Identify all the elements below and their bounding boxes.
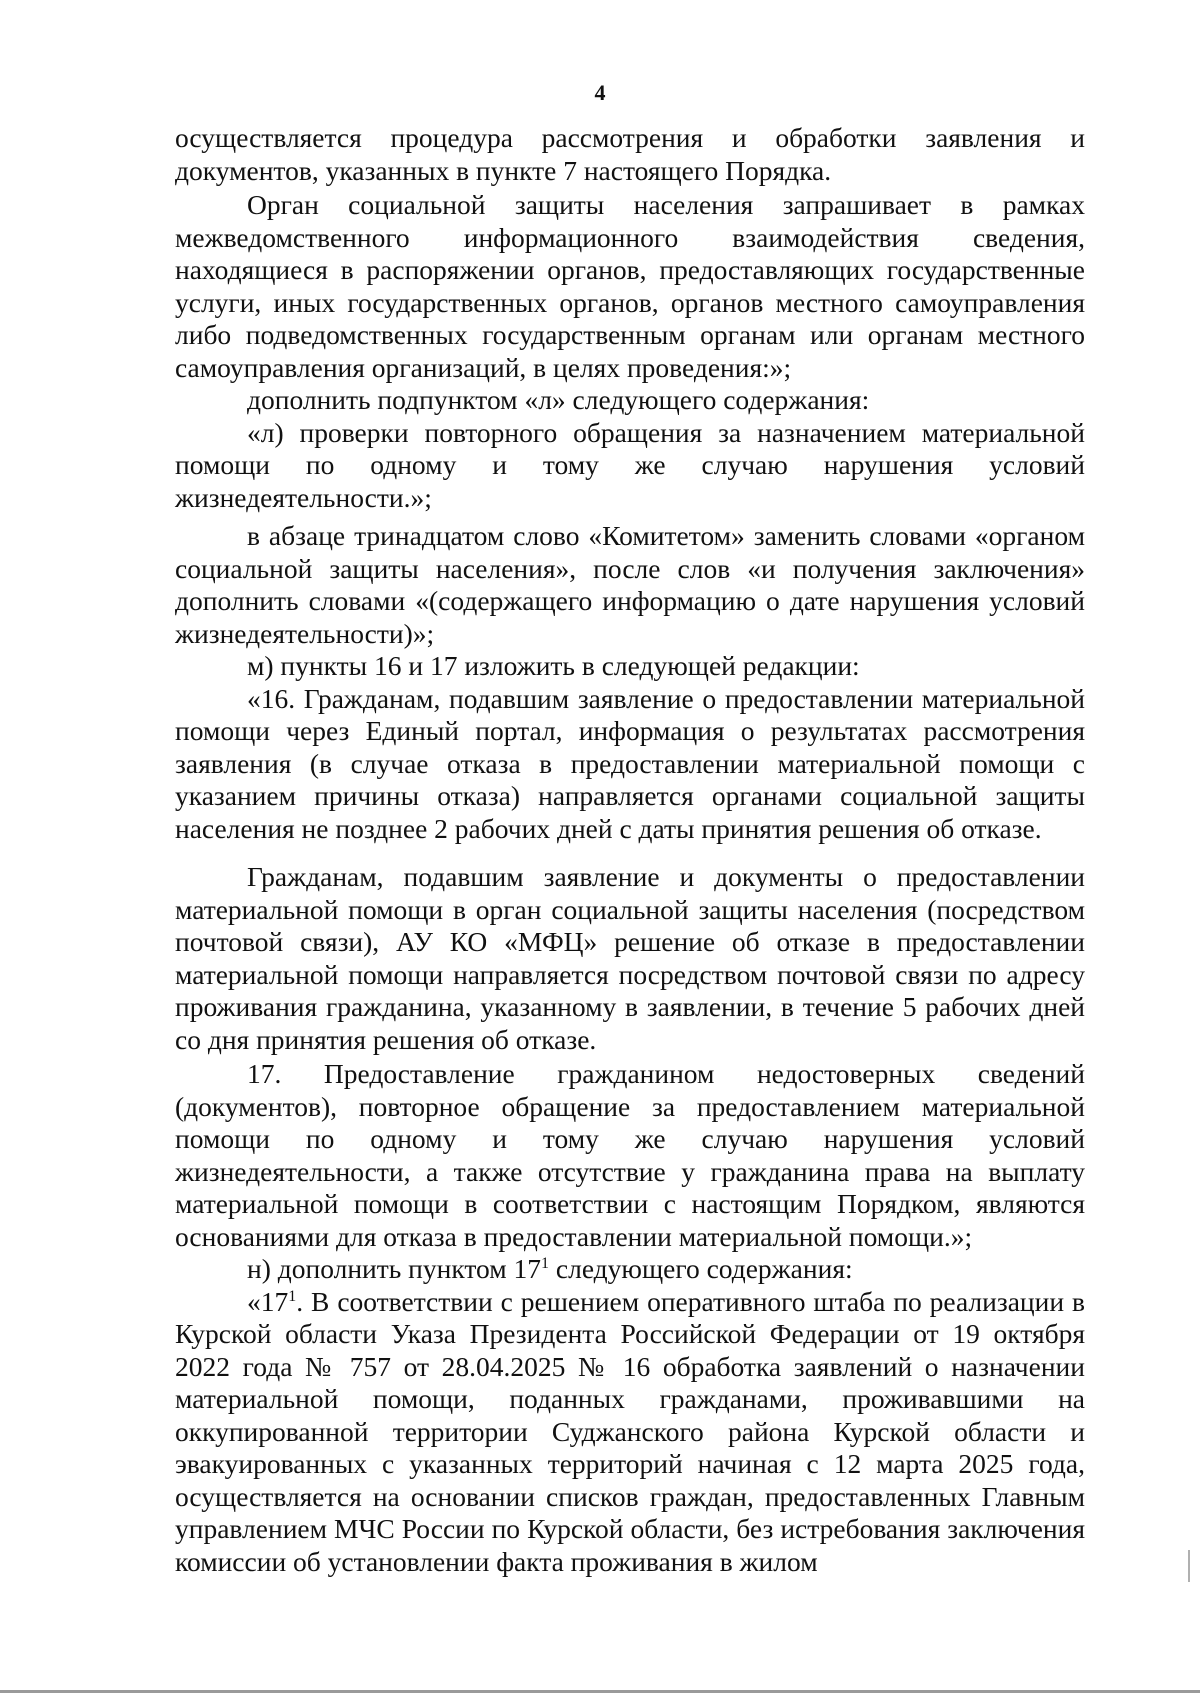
paragraph-item-n bbox=[175, 1253, 1085, 1286]
item-n-text: н) дополнить пунктом 17 bbox=[247, 1253, 542, 1284]
paragraph-add-subitem-l: дополнить подпунктом «л» следующего содержания: bbox=[247, 384, 870, 415]
paragraph-point-16-postal: Гражданам, подавшим заявление и документы о предоставлении материальной помощи в орган социальной защиты населения (посредством почтовой связи), АУ КО «МФЦ» решение об отказе в предоставлении материальной помощи направляется посредством почтовой связи по адресу проживания гражданина, указанному в заявлении, в течение 5 рабочих дней со дня принятия решения об отказе. bbox=[175, 861, 1085, 1055]
paragraph-interagency-request: Орган социальной защиты населения запрашивает в рамках межведомственного информационного взаимодействия сведения, находящиеся в распоряжении органов, предоставляющих государственные услуги, иных государственных органов, органов местного самоуправления либо подведомственных государственным органам или органам местного самоуправления организаций, в целях проведения:»; bbox=[175, 189, 1085, 383]
document-body bbox=[175, 122, 1085, 1578]
point-17-1-text-tail: . В соответствии с решением оперативного штаба по реализации в Курской области Указа Президента Российской Федерации от 19 октября 2022 года № 757 от 28.04.2025 № 16 обработка заявлений о назначении материальной помощи, поданных гражданами, проживавшими на оккупированной территории Суджанского района Курской области и эвакуированных с указанных территорий начиная с 12 марта 2025 года, осуществляется на основании списков граждан, предоставленных Главным управлением МЧС России по Курской области, без истребования заключения комиссии об установлении факта проживания в жилом bbox=[175, 1285, 1085, 1577]
paragraph-continuation: осуществляется процедура рассмотрения и обработки заявления и документов, указанных в пункте 7 настоящего Порядка. bbox=[175, 122, 1085, 186]
item-n-superscript: 1 bbox=[541, 1254, 550, 1272]
paragraph-thirteenth-abzats: в абзаце тринадцатом слово «Комитетом» заменить словами «органом социальной защиты населения», после слов «и получения заключения» дополнить словами «(содержащего информацию о дате нарушения условий жизнедеятельности)»; bbox=[175, 520, 1085, 649]
paragraph-item-m: м) пункты 16 и 17 изложить в следующей редакции: bbox=[247, 650, 860, 681]
scan-artifact-mark bbox=[1188, 1550, 1190, 1582]
item-n-text-tail: следующего содержания: bbox=[549, 1253, 853, 1284]
page-number: 4 bbox=[594, 80, 606, 105]
paragraph-point-16: «16. Гражданам, подавшим заявление о предоставлении материальной помощи через Единый портал, информация о результатах рассмотрения заявления (в случае отказа в предоставлении материальной помощи с указанием причины отказа) направляется органами социальной защиты населения не позднее 2 рабочих дней с даты принятия решения об отказе. bbox=[175, 682, 1085, 844]
paragraph-point-17: 17. Предоставление гражданином недостоверных сведений (документов), повторное обращение за предоставлением материальной помощи по одному и тому же случаю нарушения условий жизнедеятельности, а также отсутствие у гражданина права на выплату материальной помощи в соответствии с настоящим Порядком, являются основаниями для отказа в предоставлении материальной помощи.»; bbox=[175, 1058, 1085, 1252]
point-17-1-superscript: 1 bbox=[288, 1287, 297, 1305]
scan-bottom-edge bbox=[0, 1690, 1200, 1693]
paragraph-subitem-l: «л) проверки повторного обращения за назначением материальной помощи по одному и тому же случаю нарушения условий жизнедеятельности.»; bbox=[175, 416, 1085, 513]
paragraph-point-17-1 bbox=[175, 1286, 1085, 1579]
point-17-1-text: «17 bbox=[247, 1285, 289, 1317]
